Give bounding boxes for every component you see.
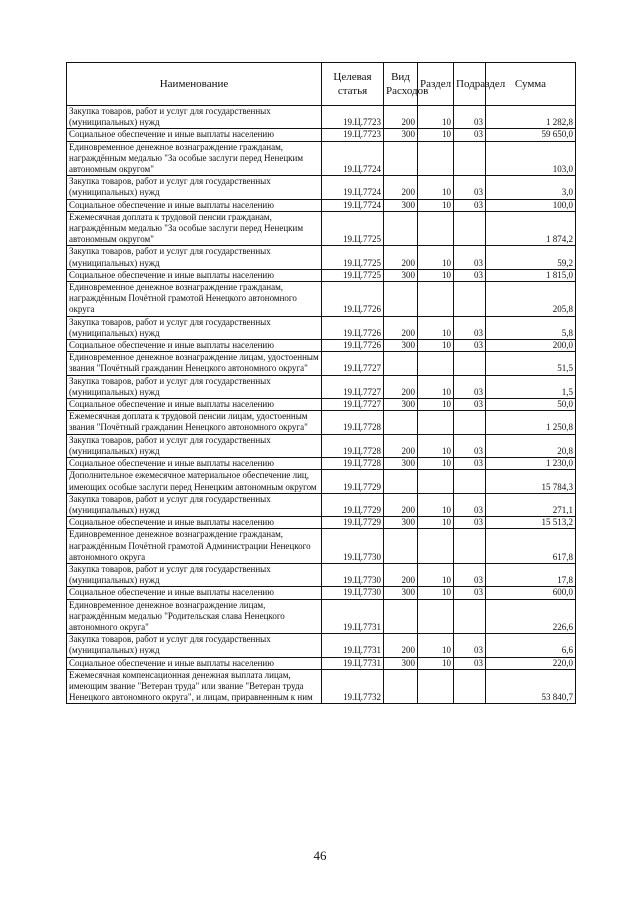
cell-type [384, 141, 418, 176]
cell-type: 200 [384, 316, 418, 339]
cell-section: 10 [418, 106, 454, 129]
cell-section: 10 [418, 316, 454, 339]
cell-article: 19.Ц.7724 [322, 141, 384, 176]
table-row [67, 316, 576, 339]
table-row [67, 199, 576, 211]
cell-sum: 1 282,8 [486, 106, 576, 129]
cell-subsection: 03 [454, 340, 486, 352]
cell-section [418, 470, 454, 493]
cell-section: 10 [418, 129, 454, 141]
cell-subsection: 03 [454, 434, 486, 457]
cell-subsection: 03 [454, 587, 486, 599]
cell-sum: 226,6 [486, 599, 576, 634]
cell-sum: 17,8 [486, 563, 576, 586]
cell-section: 10 [418, 563, 454, 586]
cell-subsection [454, 352, 486, 375]
cell-section [418, 211, 454, 246]
cell-sum: 220,0 [486, 657, 576, 669]
header-sum: Сумма [486, 63, 576, 106]
cell-type: 300 [384, 517, 418, 529]
cell-subsection [454, 669, 486, 704]
cell-article: 19.Ц.7731 [322, 657, 384, 669]
cell-type: 300 [384, 129, 418, 141]
cell-subsection [454, 599, 486, 634]
cell-name: Закупка товаров, работ и услуг для государственных (муниципальных) нужд [67, 246, 322, 269]
cell-sum: 50,0 [486, 399, 576, 411]
table-row [67, 269, 576, 281]
header-article: Целевая статья [322, 63, 384, 106]
cell-article: 19.Ц.7729 [322, 470, 384, 493]
header-subsection: Подраздел [454, 63, 486, 106]
table-row [67, 282, 576, 317]
cell-section: 10 [418, 517, 454, 529]
cell-sum: 1 250,8 [486, 411, 576, 434]
cell-sum: 1 815,0 [486, 269, 576, 281]
cell-sum: 103,0 [486, 141, 576, 176]
cell-section [418, 141, 454, 176]
cell-type: 200 [384, 434, 418, 457]
cell-name: Социальное обеспечение и иные выплаты населению [67, 399, 322, 411]
cell-subsection: 03 [454, 517, 486, 529]
cell-section [418, 352, 454, 375]
cell-type [384, 411, 418, 434]
cell-type [384, 470, 418, 493]
cell-type [384, 669, 418, 704]
cell-subsection [454, 529, 486, 564]
cell-section: 10 [418, 375, 454, 398]
table-row [67, 563, 576, 586]
cell-type [384, 211, 418, 246]
cell-name: Социальное обеспечение и иные выплаты населению [67, 517, 322, 529]
cell-article: 19.Ц.7725 [322, 211, 384, 246]
cell-section: 10 [418, 587, 454, 599]
cell-sum: 15 784,3 [486, 470, 576, 493]
cell-subsection: 03 [454, 316, 486, 339]
cell-article: 19.Ц.7726 [322, 340, 384, 352]
cell-article: 19.Ц.7731 [322, 634, 384, 657]
cell-name: Закупка товаров, работ и услуг для государственных (муниципальных) нужд [67, 106, 322, 129]
cell-section [418, 282, 454, 317]
cell-section: 10 [418, 634, 454, 657]
cell-subsection: 03 [454, 176, 486, 199]
table-row [67, 246, 576, 269]
cell-type: 300 [384, 657, 418, 669]
cell-name: Закупка товаров, работ и услуг для государственных (муниципальных) нужд [67, 634, 322, 657]
header-row [67, 63, 576, 106]
cell-name: Единовременное денежное вознаграждение лицам, награждённым медалью "Родительская слава Ненецкого автономного округа" [67, 599, 322, 634]
cell-subsection: 03 [454, 375, 486, 398]
cell-section: 10 [418, 340, 454, 352]
cell-section [418, 669, 454, 704]
cell-sum: 6,6 [486, 634, 576, 657]
cell-article: 19.Ц.7724 [322, 199, 384, 211]
cell-type: 300 [384, 269, 418, 281]
cell-name: Ежемесячная доплата к трудовой пенсии лицам, удостоенным звания "Почётный гражданин Ненецкого автономного округа" [67, 411, 322, 434]
cell-sum: 15 513,2 [486, 517, 576, 529]
cell-subsection: 03 [454, 493, 486, 516]
cell-sum: 1,5 [486, 375, 576, 398]
cell-type [384, 599, 418, 634]
cell-section: 10 [418, 246, 454, 269]
cell-type [384, 529, 418, 564]
cell-article: 19.Ц.7726 [322, 316, 384, 339]
header-type: Вид Расходов [384, 63, 418, 106]
cell-name: Единовременное денежное вознаграждение гражданам, награждённым Почётной грамотой Администрации Ненецкого автономного округа [67, 529, 322, 564]
table-row [67, 375, 576, 398]
cell-subsection: 03 [454, 399, 486, 411]
cell-subsection: 03 [454, 246, 486, 269]
cell-name: Социальное обеспечение и иные выплаты населению [67, 340, 322, 352]
cell-name: Социальное обеспечение и иные выплаты населению [67, 129, 322, 141]
cell-type [384, 352, 418, 375]
cell-section: 10 [418, 199, 454, 211]
cell-sum: 53 840,7 [486, 669, 576, 704]
cell-type: 200 [384, 176, 418, 199]
budget-table-body [67, 106, 576, 704]
cell-sum: 59,2 [486, 246, 576, 269]
table-row [67, 634, 576, 657]
cell-article: 19.Ц.7724 [322, 176, 384, 199]
cell-sum: 205,8 [486, 282, 576, 317]
cell-article: 19.Ц.7729 [322, 493, 384, 516]
table-row [67, 352, 576, 375]
table-row [67, 493, 576, 516]
cell-sum: 1 230,0 [486, 458, 576, 470]
cell-type: 200 [384, 634, 418, 657]
cell-type: 300 [384, 587, 418, 599]
table-row [67, 434, 576, 457]
cell-section: 10 [418, 399, 454, 411]
cell-article: 19.Ц.7730 [322, 563, 384, 586]
cell-sum: 617,8 [486, 529, 576, 564]
cell-name: Социальное обеспечение и иные выплаты населению [67, 199, 322, 211]
cell-section [418, 529, 454, 564]
table-row [67, 669, 576, 704]
cell-article: 19.Ц.7728 [322, 434, 384, 457]
table-row [67, 529, 576, 564]
cell-article: 19.Ц.7725 [322, 269, 384, 281]
cell-subsection: 03 [454, 269, 486, 281]
table-row [67, 657, 576, 669]
cell-subsection [454, 282, 486, 317]
cell-name: Социальное обеспечение и иные выплаты населению [67, 269, 322, 281]
cell-section: 10 [418, 657, 454, 669]
cell-sum: 59 650,0 [486, 129, 576, 141]
cell-type: 200 [384, 246, 418, 269]
table-row [67, 599, 576, 634]
cell-article: 19.Ц.7730 [322, 529, 384, 564]
cell-article: 19.Ц.7727 [322, 375, 384, 398]
cell-type: 200 [384, 563, 418, 586]
cell-article: 19.Ц.7726 [322, 282, 384, 317]
cell-sum: 1 874,2 [486, 211, 576, 246]
cell-section: 10 [418, 269, 454, 281]
cell-name: Единовременное денежное вознаграждение лицам, удостоенным звания "Почётный гражданин Ненецкого автономного округа" [67, 352, 322, 375]
cell-sum: 3,0 [486, 176, 576, 199]
cell-sum: 600,0 [486, 587, 576, 599]
cell-section: 10 [418, 176, 454, 199]
cell-name: Закупка товаров, работ и услуг для государственных (муниципальных) нужд [67, 434, 322, 457]
cell-name: Ежемесячная доплата к трудовой пенсии гражданам, награждённым медалью "За особые заслуги перед Ненецким автономным округом" [67, 211, 322, 246]
budget-table [66, 62, 576, 704]
cell-subsection: 03 [454, 199, 486, 211]
cell-sum: 100,0 [486, 199, 576, 211]
table-row [67, 340, 576, 352]
cell-sum: 51,5 [486, 352, 576, 375]
cell-section [418, 599, 454, 634]
cell-article: 19.Ц.7732 [322, 669, 384, 704]
cell-name: Закупка товаров, работ и услуг для государственных (муниципальных) нужд [67, 563, 322, 586]
cell-type: 300 [384, 199, 418, 211]
cell-article: 19.Ц.7728 [322, 411, 384, 434]
cell-article: 19.Ц.7727 [322, 352, 384, 375]
cell-type: 200 [384, 106, 418, 129]
cell-subsection: 03 [454, 657, 486, 669]
cell-name: Закупка товаров, работ и услуг для государственных (муниципальных) нужд [67, 176, 322, 199]
cell-name: Ежемесячная компенсационная денежная выплата лицам, имеющим звание "Ветеран труда" или звание "Ветеран труда Ненецкого автономного округа", и лицам, приравненным к ним [67, 669, 322, 704]
header-section: Раздел [418, 63, 454, 106]
table-row [67, 587, 576, 599]
cell-article: 19.Ц.7729 [322, 517, 384, 529]
cell-sum: 20,8 [486, 434, 576, 457]
cell-sum: 271,1 [486, 493, 576, 516]
table-row [67, 399, 576, 411]
cell-article: 19.Ц.7725 [322, 246, 384, 269]
table-row [67, 517, 576, 529]
cell-sum: 5,8 [486, 316, 576, 339]
cell-article: 19.Ц.7728 [322, 458, 384, 470]
cell-subsection [454, 141, 486, 176]
page-number: 46 [313, 848, 327, 863]
cell-name: Социальное обеспечение и иные выплаты населению [67, 587, 322, 599]
cell-name: Единовременное денежное вознаграждение гражданам, награждённым медалью "За особые заслуги перед Ненецким автономным округом" [67, 141, 322, 176]
table-row [67, 106, 576, 129]
cell-type [384, 282, 418, 317]
table-row [67, 141, 576, 176]
cell-section: 10 [418, 458, 454, 470]
cell-article: 19.Ц.7730 [322, 587, 384, 599]
table-row [67, 211, 576, 246]
cell-name: Единовременное денежное вознаграждение гражданам, награждённым Почётной грамотой Ненецкого автономного округа [67, 282, 322, 317]
cell-section [418, 411, 454, 434]
table-row [67, 470, 576, 493]
cell-article: 19.Ц.7723 [322, 106, 384, 129]
cell-subsection: 03 [454, 106, 486, 129]
cell-subsection [454, 411, 486, 434]
cell-type: 200 [384, 375, 418, 398]
cell-type: 300 [384, 399, 418, 411]
cell-subsection [454, 470, 486, 493]
cell-name: Дополнительное ежемесячное материальное обеспечение лиц, имеющих особые заслуги перед Ненецким автономным округом [67, 470, 322, 493]
cell-subsection: 03 [454, 458, 486, 470]
header-name: Наименование [67, 63, 322, 106]
cell-section: 10 [418, 493, 454, 516]
cell-type: 200 [384, 493, 418, 516]
cell-article: 19.Ц.7727 [322, 399, 384, 411]
cell-subsection: 03 [454, 563, 486, 586]
cell-subsection [454, 211, 486, 246]
cell-section: 10 [418, 434, 454, 457]
cell-subsection: 03 [454, 129, 486, 141]
cell-name: Социальное обеспечение и иные выплаты населению [67, 657, 322, 669]
table-row [67, 176, 576, 199]
cell-name: Закупка товаров, работ и услуг для государственных (муниципальных) нужд [67, 493, 322, 516]
table-row [67, 411, 576, 434]
table-row [67, 129, 576, 141]
cell-article: 19.Ц.7731 [322, 599, 384, 634]
cell-article: 19.Ц.7723 [322, 129, 384, 141]
cell-sum: 200,0 [486, 340, 576, 352]
table-row [67, 458, 576, 470]
cell-name: Социальное обеспечение и иные выплаты населению [67, 458, 322, 470]
cell-subsection: 03 [454, 634, 486, 657]
cell-name: Закупка товаров, работ и услуг для государственных (муниципальных) нужд [67, 316, 322, 339]
cell-type: 300 [384, 458, 418, 470]
cell-name: Закупка товаров, работ и услуг для государственных (муниципальных) нужд [67, 375, 322, 398]
cell-type: 300 [384, 340, 418, 352]
